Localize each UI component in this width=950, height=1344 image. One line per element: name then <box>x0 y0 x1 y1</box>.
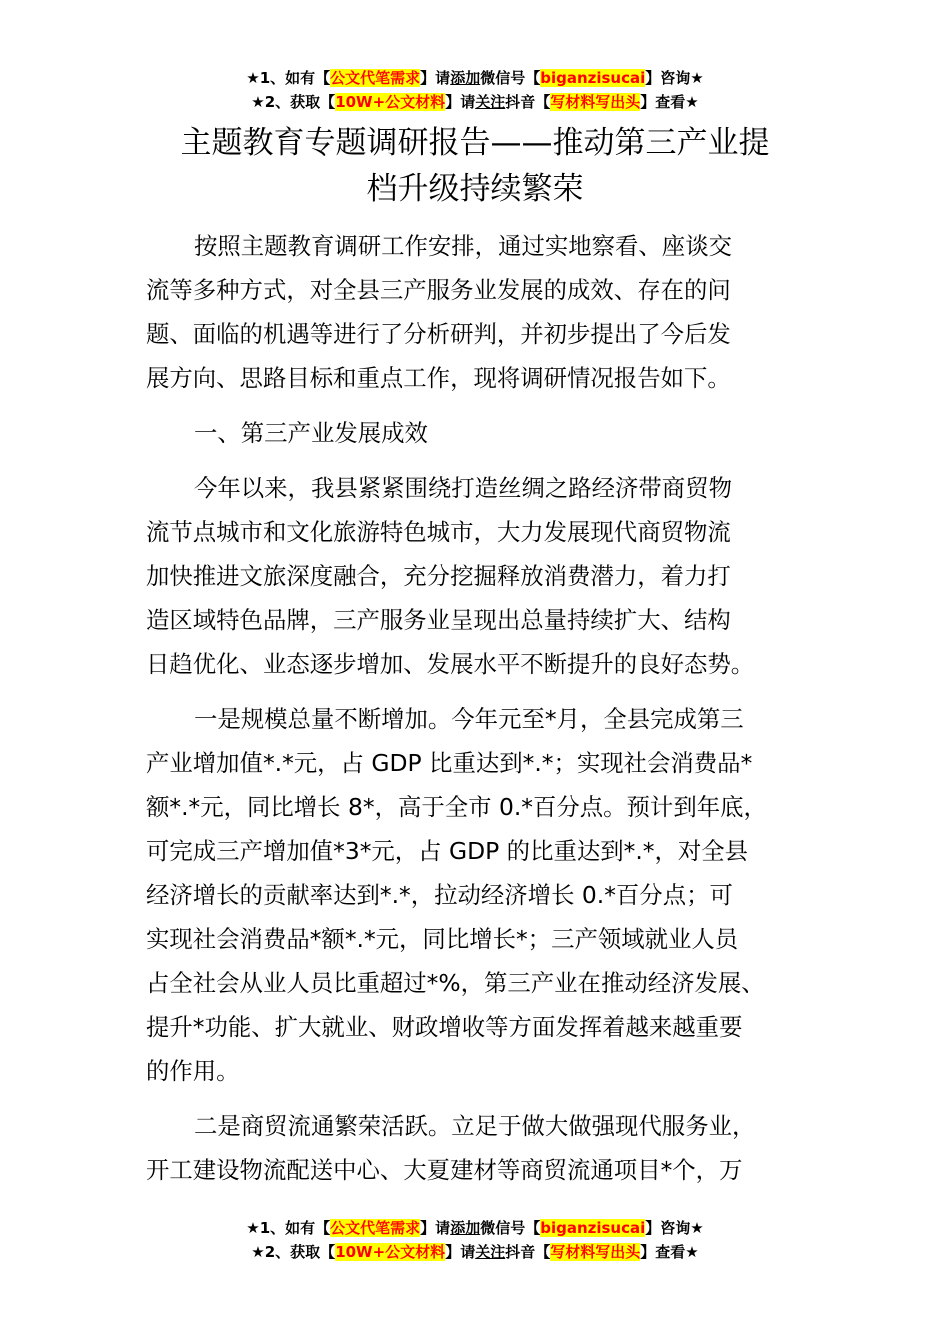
heading-line: 一、第三产业发展成效 <box>194 419 428 447</box>
text-line: 占全社会从业人员比重超过*%，第三产业在推动经济发展、 <box>146 969 765 997</box>
ad-text: 】请 <box>445 1243 476 1261</box>
text-line: 流等多种方式，对全县三产服务业发展的成效、存在的问 <box>146 276 731 304</box>
text-line: 按照主题教育调研工作安排，通过实地察看、座谈交 <box>194 232 732 260</box>
document-body <box>146 224 814 1192</box>
section-heading-1 <box>146 411 814 455</box>
text-line: 今年以来，我县紧紧围绕打造丝绸之路经济带商贸物 <box>194 474 732 502</box>
text-line: 加快推进文旅深度融合，充分挖掘释放消费潜力，着力打 <box>146 562 731 590</box>
header-ad-line-2 <box>0 90 950 114</box>
title-line-1: 主题教育专题调研报告——推动第三产业提 <box>180 125 770 161</box>
ad-text: 微信号【 <box>480 69 541 87</box>
ad-underlined-follow: 关注 <box>475 93 506 111</box>
ad-highlight-materials: 10W+公文材料 <box>335 1243 446 1261</box>
text-line: 二是商贸流通繁荣活跃。立足于做大做强现代服务业， <box>194 1112 756 1140</box>
header-ad-line-1 <box>0 66 950 90</box>
ad-text: 】请 <box>420 1219 451 1237</box>
text-line: 额*.*元，同比增长 8*，高于全市 0.*百分点。预计到年底， <box>146 793 767 821</box>
ad-highlight-wechat-id: biganzisucai <box>540 1219 646 1237</box>
ad-highlight-materials: 10W+公文材料 <box>335 93 446 111</box>
ad-underlined-add: 添加 <box>450 69 481 87</box>
title-line-2: 档升级持续繁荣 <box>366 171 584 207</box>
ad-text: 】请 <box>420 69 451 87</box>
text-line: 造区域特色品牌，三产服务业呈现出总量持续扩大、结构 <box>146 606 731 634</box>
paragraph-intro <box>146 224 814 400</box>
ad-text: 抖音【 <box>505 1243 551 1261</box>
text-line: 流节点城市和文化旅游特色城市，大力发展现代商贸物流 <box>146 518 731 546</box>
ad-highlight-wechat-id: biganzisucai <box>540 69 646 87</box>
text-line: 可完成三产增加值*3*元，占 GDP 的比重达到*.*，对全县 <box>146 837 749 865</box>
ad-highlight-douyin-id: 写材料写出头 <box>550 93 641 111</box>
ad-text: 】查看★ <box>640 93 699 111</box>
footer-ad <box>0 1216 950 1264</box>
ad-text: ★2、获取【 <box>251 1243 336 1261</box>
footer-ad-line-2 <box>0 1240 950 1264</box>
text-line: 提升*功能、扩大就业、财政增收等方面发挥着越来越重要 <box>146 1013 743 1041</box>
text-line: 实现社会消费品*额*.*元，同比增长*；三产领域就业人员 <box>146 925 739 953</box>
ad-text: 微信号【 <box>480 1219 541 1237</box>
paragraph-commerce <box>146 1104 814 1192</box>
text-line: 题、面临的机遇等进行了分析研判，并初步提出了今后发 <box>146 320 731 348</box>
paragraph-overview <box>146 466 814 686</box>
text-line: 开工建设物流配送中心、大夏建材等商贸流通项目*个，万 <box>146 1156 743 1184</box>
text-line: 的作用。 <box>146 1057 240 1085</box>
footer-ad-line-1 <box>0 1216 950 1240</box>
ad-highlight-douyin-id: 写材料写出头 <box>550 1243 641 1261</box>
ad-text: ★1、如有【 <box>246 1219 331 1237</box>
document-title <box>0 120 950 212</box>
header-ad <box>0 66 950 114</box>
ad-text: 】请 <box>445 93 476 111</box>
ad-text: 】查看★ <box>640 1243 699 1261</box>
text-line: 产业增加值*.*元，占 GDP 比重达到*.*；实现社会消费品* <box>146 749 753 777</box>
text-line: 展方向、思路目标和重点工作，现将调研情况报告如下。 <box>146 364 731 392</box>
ad-text: ★1、如有【 <box>246 69 331 87</box>
text-line: 经济增长的贡献率达到*.*，拉动经济增长 0.*百分点；可 <box>146 881 733 909</box>
paragraph-scale <box>146 697 814 1093</box>
ad-text: 】咨询★ <box>645 1219 704 1237</box>
text-line: 日趋优化、业态逐步增加、发展水平不断提升的良好态势。 <box>146 650 755 678</box>
ad-text: 】咨询★ <box>645 69 704 87</box>
ad-text: ★2、获取【 <box>251 93 336 111</box>
ad-text: 抖音【 <box>505 93 551 111</box>
ad-underlined-follow: 关注 <box>475 1243 506 1261</box>
ad-highlight-service: 公文代笔需求 <box>330 69 421 87</box>
text-line: 一是规模总量不断增加。今年元至*月，全县完成第三 <box>194 705 744 733</box>
ad-highlight-service: 公文代笔需求 <box>330 1219 421 1237</box>
ad-underlined-add: 添加 <box>450 1219 481 1237</box>
